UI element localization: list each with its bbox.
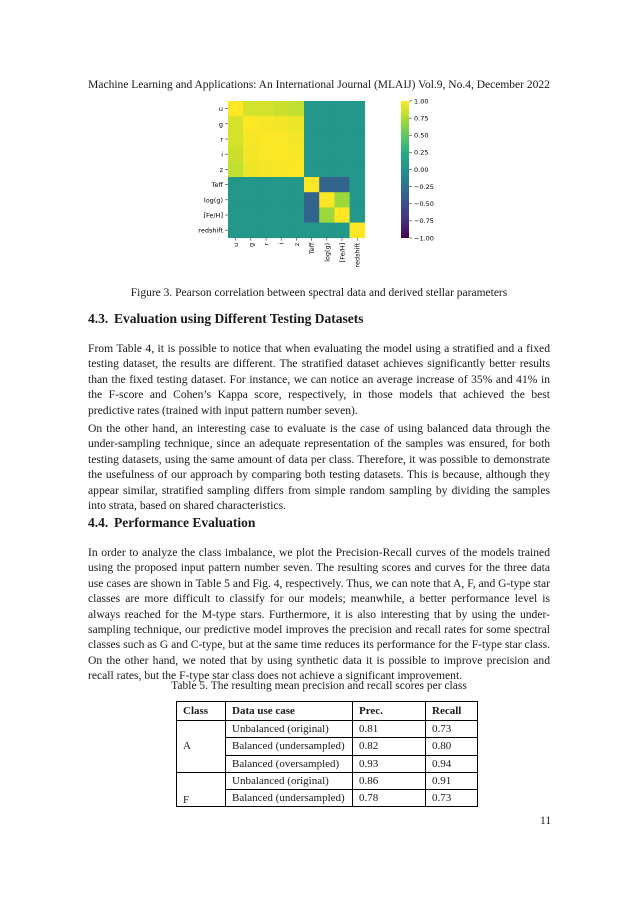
heatmap-cell (334, 223, 350, 239)
heatmap-cell (334, 147, 350, 163)
heatmap-cell (228, 147, 244, 163)
heatmap-cell (350, 223, 366, 239)
heatmap-cell (304, 131, 320, 147)
heatmap-cell (334, 177, 350, 193)
heatmap-cell (228, 162, 244, 178)
colorbar-tick-label: −0.50 (414, 200, 434, 209)
table-cell: 0.73 (426, 790, 478, 807)
heatmap-cells (228, 101, 365, 238)
colorbar-ticks (409, 97, 434, 242)
heatmap-cell (350, 207, 366, 223)
row-tick-label: log(g) (203, 196, 223, 205)
colorbar-tick-label: −1.00 (414, 234, 434, 243)
column-header: Recall (426, 702, 478, 721)
heatmap-cell (228, 192, 244, 208)
heatmap-cell (228, 101, 244, 117)
column-tick-label: r (262, 242, 271, 246)
colorbar-tick-label: 0.00 (414, 165, 429, 174)
heatmap-cell (319, 131, 335, 147)
heatmap-cell (289, 177, 305, 193)
heatmap-cell (243, 207, 259, 223)
table-cell: 0.73 (426, 721, 478, 738)
heatmap-cell (319, 116, 335, 132)
paragraph: On the other hand, an interesting case to evaluate is the case of using balanced data through the under-sampling technique, since an adequate representation of the samples was ensured, for both testing datasets, using the same amount of data per class. Therefore, it was possible to demonstrate the usefulness of our approach by comparing both testing datasets. This is because, although they appear similar, stratified sampling differs from simple random sampling by dividing the samples into strata, based on shared characteristics. (88, 422, 550, 513)
heatmap-cell (243, 223, 259, 239)
table-cell: Balanced (undersampled) (226, 738, 353, 755)
section-title: Evaluation using Different Testing Datasets (114, 311, 364, 326)
table-cell: Balanced (undersampled) (226, 790, 353, 807)
table-cell: 0.86 (353, 772, 426, 789)
heatmap-cell (258, 131, 274, 147)
heatmap-cell (274, 162, 290, 178)
heatmap-cell (243, 147, 259, 163)
heatmap-cell (334, 162, 350, 178)
colorbar-tick-label: −0.75 (414, 217, 434, 226)
column-tick-label: i (277, 242, 286, 245)
heatmap-cell (258, 223, 274, 239)
heatmap-cell (258, 207, 274, 223)
page-number: 11 (540, 815, 552, 827)
table-cell: 0.93 (353, 755, 426, 772)
heatmap-cell (334, 207, 350, 223)
heatmap-cell (274, 101, 290, 117)
table-cell: 0.82 (353, 738, 426, 755)
heatmap-column-labels (232, 238, 362, 268)
heatmap-cell (304, 147, 320, 163)
heatmap-cell (350, 147, 366, 163)
section-number: 4.3. (88, 311, 109, 326)
row-tick-label: r (220, 135, 223, 144)
heatmap-cell (243, 131, 259, 147)
column-tick-label: g (247, 242, 256, 247)
heatmap-cell (274, 177, 290, 193)
heatmap-cell (274, 131, 290, 147)
heatmap-cell (258, 177, 274, 193)
table-header-row (177, 702, 478, 721)
heatmap-cell (350, 101, 366, 117)
table-caption: Table 5. The resulting mean precision and recall scores per class (171, 680, 467, 692)
row-tick-label: Teff (211, 181, 223, 190)
heatmap-cell (304, 192, 320, 208)
column-header: Class (177, 702, 226, 721)
colorbar-tick-label: 0.75 (414, 114, 429, 123)
column-tick-label: z (292, 242, 301, 247)
heatmap-cell (274, 116, 290, 132)
section-heading-4-3 (88, 311, 364, 327)
heatmap-cell (228, 177, 244, 193)
paragraph: From Table 4, it is possible to notice that when evaluating the model using a stratified and a fixed testing dataset, the results are different. The stratified dataset achieves significantly better results than the fixed testing dataset. For instance, we can notice an average increase of 35% and 41% in the F-score and Cohen’s Kappa score, respectively, in those models that achieved the best predictive rates (trained with input pattern number seven). (88, 342, 550, 417)
colorbar-tick-label: 0.25 (414, 148, 429, 157)
heatmap-cell (228, 223, 244, 239)
heatmap-cell (319, 147, 335, 163)
section-title: Performance Evaluation (114, 515, 256, 530)
heatmap-cell (304, 101, 320, 117)
row-tick-label: redshift (198, 226, 223, 235)
heatmap-cell (334, 116, 350, 132)
table-cell: 0.91 (426, 772, 478, 789)
colorbar-tick-label: −0.25 (414, 182, 434, 191)
table-cell: 0.94 (426, 755, 478, 772)
table-cell: Unbalanced (original) (226, 721, 353, 738)
heatmap-cell (274, 207, 290, 223)
row-tick-label: u (218, 105, 223, 114)
heatmap-cell (319, 192, 335, 208)
heatmap-cell (228, 116, 244, 132)
heatmap-cell (274, 147, 290, 163)
heatmap-cell (258, 162, 274, 178)
heatmap-cell (274, 192, 290, 208)
results-table (176, 701, 478, 807)
heatmap-cell (228, 131, 244, 147)
colorbar-tick-label: 1.00 (414, 97, 429, 106)
table-cell: 0.81 (353, 721, 426, 738)
heatmap-cell (258, 147, 274, 163)
heatmap-cell (228, 207, 244, 223)
heatmap-cell (304, 223, 320, 239)
heatmap-cell (350, 116, 366, 132)
heatmap-cell (304, 207, 320, 223)
heatmap-row-labels (198, 105, 228, 235)
row-tick-label: [Fe/H] (203, 211, 223, 220)
figure-caption: Figure 3. Pearson correlation between spectral data and derived stellar parameters (130, 287, 508, 299)
heatmap-cell (350, 177, 366, 193)
row-tick-label: z (219, 165, 223, 174)
heatmap-cell (319, 101, 335, 117)
column-tick-label: u (232, 242, 241, 247)
heatmap-cell (304, 162, 320, 178)
heatmap-cell (319, 162, 335, 178)
heatmap-cell (289, 147, 305, 163)
heatmap-cell (289, 131, 305, 147)
column-header: Prec. (353, 702, 426, 721)
column-tick-label: redshift (353, 242, 362, 268)
correlation-heatmap (194, 96, 454, 276)
heatmap-cell (243, 177, 259, 193)
table-cell: 0.78 (353, 790, 426, 807)
row-tick-label: g (218, 120, 223, 129)
heatmap-cell (334, 192, 350, 208)
heatmap-cell (334, 131, 350, 147)
class-cell: F (177, 772, 226, 807)
section-heading-4-4 (88, 515, 255, 531)
heatmap-cell (350, 192, 366, 208)
section-number: 4.4. (88, 515, 109, 530)
column-tick-label: Teff (308, 242, 317, 255)
heatmap-cell (274, 223, 290, 239)
heatmap-cell (319, 177, 335, 193)
running-header: Machine Learning and Applications: An International Journal (MLAIJ) Vol.9, No.4, December 2022 (88, 79, 550, 91)
heatmap-cell (243, 116, 259, 132)
heatmap-cell (319, 223, 335, 239)
heatmap-cell (334, 101, 350, 117)
heatmap-cell (258, 101, 274, 117)
heatmap-cell (289, 207, 305, 223)
heatmap-cell (243, 162, 259, 178)
row-tick-label: i (221, 150, 223, 159)
heatmap-cell (350, 162, 366, 178)
column-tick-label: log(g) (323, 242, 332, 262)
class-cell: A (177, 721, 226, 773)
heatmap-cell (319, 207, 335, 223)
heatmap-cell (289, 101, 305, 117)
heatmap-cell (258, 116, 274, 132)
colorbar (401, 101, 409, 238)
correlation-heatmap-figure (194, 96, 454, 281)
table-row (177, 721, 478, 738)
column-header: Data use case (226, 702, 353, 721)
table-cell: Balanced (oversampled) (226, 755, 353, 772)
heatmap-cell (289, 223, 305, 239)
heatmap-cell (289, 116, 305, 132)
heatmap-cell (243, 192, 259, 208)
table-cell: Unbalanced (original) (226, 772, 353, 789)
heatmap-cell (350, 131, 366, 147)
heatmap-cell (258, 192, 274, 208)
table-cell: 0.80 (426, 738, 478, 755)
table-row (177, 772, 478, 789)
colorbar-tick-label: 0.50 (414, 131, 429, 140)
heatmap-cell (243, 101, 259, 117)
heatmap-cell (304, 116, 320, 132)
column-tick-label: [Fe/H] (338, 242, 347, 263)
heatmap-cell (289, 162, 305, 178)
paragraph: In order to analyze the class imbalance, we plot the Precision-Recall curves of the models trained using the proposed input pattern number seven. The resulting scores and curves for the three data use cases are shown in Table 5 and Fig. 4, respectively. Thus, we can note that A, F, and G-type star classes are more difficult to classify for our models; meanwhile, a better performance level is always reached for the M-type stars. Furthermore, it is also interesting that by using the under-sampling technique, our predictive model improves the precision and recall rates for some spectral classes such as G and C-type, but at the same time reduces its performance for the F-type star class. On the other hand, we noted that by using synthetic data it is possible to improve precision and recall rates, but the F-type star class does not achieve a significant improvement. (88, 546, 551, 683)
heatmap-cell (304, 177, 320, 193)
heatmap-cell (289, 192, 305, 208)
